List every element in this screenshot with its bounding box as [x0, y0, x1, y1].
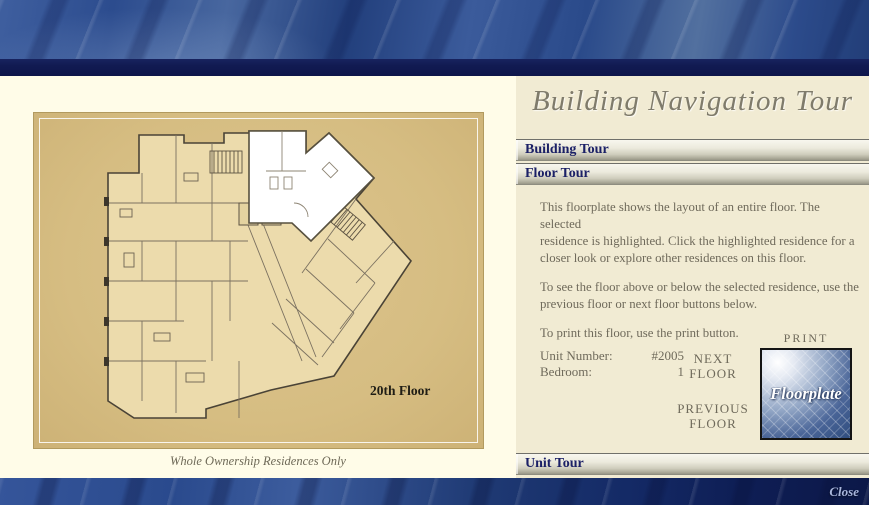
close-button[interactable]: Close — [829, 484, 859, 499]
bottom-banner-fabric — [0, 478, 869, 505]
section-bar-unit-tour[interactable] — [516, 453, 869, 475]
unit-number-value: #2005 — [651, 348, 684, 363]
section-bar-building-tour[interactable] — [516, 139, 869, 161]
section-bar-floor-tour[interactable] — [516, 163, 869, 185]
unit-number-row — [540, 348, 684, 364]
floorplan-canvas — [33, 112, 484, 449]
ownership-caption: Whole Ownership Residences Only — [169, 454, 346, 468]
unit-info — [540, 348, 684, 380]
floorplate-panel — [0, 76, 516, 478]
unit-number-label: Unit Number: — [540, 348, 613, 363]
bedroom-value: 1 — [677, 364, 684, 379]
print-button[interactable]: PRINT — [783, 331, 829, 345]
instruction-paragraph: This floorplate shows the layout of an entire floor. The selected residence is highlighted. Click the highlighted residence for a closer look or explore other residences on this floor. — [540, 200, 855, 265]
navy-divider-bar — [0, 59, 869, 76]
floorplate-thumbnail[interactable] — [760, 348, 852, 440]
page-title: Building Navigation Tour — [531, 85, 854, 117]
bedroom-label: Bedroom: — [540, 364, 592, 379]
navigation-panel — [516, 76, 869, 478]
bedroom-row — [540, 364, 684, 380]
instruction-paragraph: To see the floor above or below the selected residence, use the previous floor or next floor buttons below. — [540, 280, 859, 311]
floorplate-thumbnail-label: Floorplate — [770, 384, 842, 403]
section-bar-label: Unit Tour — [525, 456, 584, 471]
instruction-paragraph: To print this floor, use the print button. — [540, 326, 739, 340]
section-bar-label: Building Tour — [525, 142, 609, 157]
previous-floor-button[interactable]: PREVIOUS FLOOR — [677, 401, 749, 431]
section-bar-label: Floor Tour — [525, 166, 590, 181]
floor-label: 20th Floor — [370, 383, 431, 398]
top-banner-fabric — [0, 0, 869, 59]
next-floor-button[interactable]: NEXT FLOOR — [689, 351, 737, 381]
